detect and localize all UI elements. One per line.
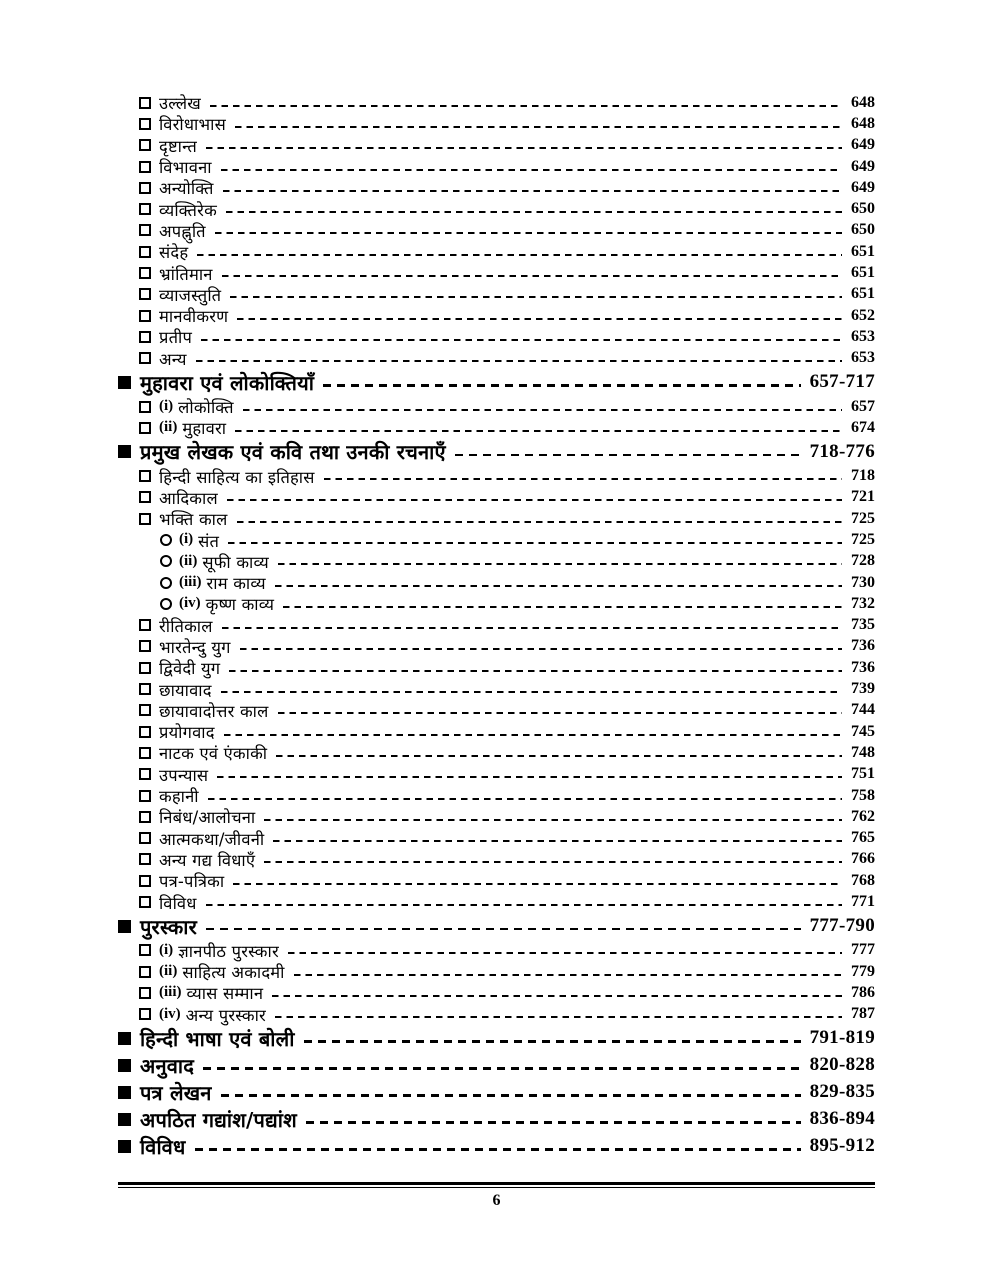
footer-page-number: 6 bbox=[492, 1192, 501, 1209]
toc-item-label: राम काव्य bbox=[206, 574, 266, 594]
open-square-icon bbox=[139, 288, 151, 300]
toc-item-label: अन्य bbox=[159, 349, 187, 369]
open-circle-icon bbox=[160, 598, 172, 610]
open-square-icon bbox=[139, 1008, 151, 1020]
toc-row bbox=[118, 982, 875, 1003]
dotted-leader bbox=[195, 1148, 801, 1151]
dotted-leader bbox=[229, 670, 842, 672]
item-numeral: (ii) bbox=[179, 552, 198, 569]
toc-item-label: उल्लेख bbox=[159, 94, 201, 114]
toc-row bbox=[118, 348, 875, 369]
filled-square-icon bbox=[118, 1086, 131, 1099]
page-number: 771 bbox=[851, 893, 875, 911]
toc-item-label: कहानी bbox=[159, 787, 199, 807]
page-number: 777 bbox=[851, 941, 875, 959]
dotted-leader bbox=[240, 648, 842, 650]
open-square-icon bbox=[139, 987, 151, 999]
open-square-icon bbox=[139, 161, 151, 173]
toc-row bbox=[118, 551, 875, 572]
page-number: 718 bbox=[851, 467, 875, 485]
page-number: 730 bbox=[851, 573, 875, 591]
dotted-leader bbox=[276, 755, 842, 757]
dotted-leader bbox=[222, 275, 842, 277]
toc-item-label: व्यास सम्मान bbox=[186, 984, 264, 1004]
dotted-leader bbox=[275, 585, 842, 587]
toc-item-label: अपठित गद्यांश/पद्यांश bbox=[140, 1107, 297, 1132]
toc-item-label: अन्य पुरस्कार bbox=[185, 1005, 266, 1025]
toc-row bbox=[118, 636, 875, 657]
open-square-icon bbox=[139, 422, 151, 434]
open-square-icon bbox=[139, 747, 151, 759]
open-circle-icon bbox=[160, 577, 172, 589]
page-number: 787 bbox=[851, 1005, 875, 1023]
page-number: 649 bbox=[851, 157, 875, 175]
page-number: 674 bbox=[851, 418, 875, 436]
dotted-leader bbox=[227, 499, 842, 501]
filled-square-icon bbox=[118, 376, 131, 389]
toc-row bbox=[118, 156, 875, 177]
open-square-icon bbox=[139, 853, 151, 865]
dotted-leader bbox=[203, 1067, 800, 1070]
dotted-leader bbox=[235, 430, 842, 432]
toc-row bbox=[118, 465, 875, 486]
toc-row bbox=[118, 438, 875, 465]
toc-row bbox=[118, 262, 875, 283]
toc-item-label: विविध bbox=[140, 1134, 186, 1159]
toc-row bbox=[118, 615, 875, 636]
page-number: 748 bbox=[851, 743, 875, 761]
toc-item-label: अन्योक्ति bbox=[159, 179, 214, 199]
open-square-icon bbox=[139, 139, 151, 151]
item-numeral: (iii) bbox=[179, 574, 202, 591]
toc-item-label: रीतिकाल bbox=[159, 616, 213, 636]
page-number: 652 bbox=[851, 306, 875, 324]
dotted-leader bbox=[264, 861, 842, 863]
page-number: 725 bbox=[851, 509, 875, 527]
page-number: 820-828 bbox=[809, 1054, 875, 1076]
toc-row bbox=[118, 657, 875, 678]
open-square-icon bbox=[139, 203, 151, 215]
toc-item-label: पत्र-पत्रिका bbox=[159, 872, 225, 892]
toc-row bbox=[118, 940, 875, 961]
toc-row bbox=[118, 785, 875, 806]
toc-item-label: विविध bbox=[159, 893, 197, 913]
page-number: 648 bbox=[851, 93, 875, 111]
item-numeral: (ii) bbox=[159, 419, 178, 436]
dotted-leader bbox=[235, 126, 842, 128]
dotted-leader bbox=[221, 1094, 801, 1097]
page-number: 791-819 bbox=[809, 1027, 875, 1049]
item-numeral: (iv) bbox=[159, 1005, 181, 1022]
toc-row bbox=[118, 891, 875, 912]
page-number: 745 bbox=[851, 722, 875, 740]
open-square-icon bbox=[139, 875, 151, 887]
toc-row bbox=[118, 764, 875, 785]
page-number: 766 bbox=[851, 850, 875, 868]
toc-item-label: पत्र लेखन bbox=[140, 1080, 212, 1105]
page-number: 651 bbox=[851, 242, 875, 260]
open-square-icon bbox=[139, 118, 151, 130]
toc-row bbox=[118, 241, 875, 262]
filled-square-icon bbox=[118, 1032, 131, 1045]
open-square-icon bbox=[139, 310, 151, 322]
filled-square-icon bbox=[118, 445, 131, 458]
toc-item-label: भारतेन्दु युग bbox=[159, 637, 231, 657]
open-square-icon bbox=[139, 662, 151, 674]
dotted-leader bbox=[288, 952, 842, 954]
toc-row bbox=[118, 1052, 875, 1079]
filled-square-icon bbox=[118, 1113, 131, 1126]
filled-square-icon bbox=[118, 920, 131, 933]
toc-row bbox=[118, 828, 875, 849]
item-numeral: (iv) bbox=[179, 595, 201, 612]
dotted-leader bbox=[275, 1016, 842, 1018]
toc-item-label: मानवीकरण bbox=[159, 307, 229, 327]
toc-row bbox=[118, 700, 875, 721]
toc-row bbox=[118, 849, 875, 870]
page-number: 895-912 bbox=[809, 1135, 875, 1157]
dotted-leader bbox=[228, 542, 842, 544]
dotted-leader bbox=[306, 1121, 801, 1124]
page-number: 836-894 bbox=[809, 1108, 875, 1130]
open-square-icon bbox=[139, 768, 151, 780]
toc-item-label: द्विवेदी युग bbox=[159, 659, 221, 679]
toc-item-label: व्यक्तिरेक bbox=[159, 200, 217, 220]
dotted-leader bbox=[208, 798, 842, 800]
toc-item-label: हिन्दी साहित्य का इतिहास bbox=[159, 467, 315, 487]
open-square-icon bbox=[139, 832, 151, 844]
toc-row bbox=[118, 369, 875, 396]
item-numeral: (iii) bbox=[159, 984, 182, 1001]
toc-row bbox=[118, 113, 875, 134]
toc-item-label: प्रयोगवाद bbox=[159, 723, 215, 743]
page-number: 736 bbox=[851, 637, 875, 655]
open-square-icon bbox=[139, 790, 151, 802]
open-square-icon bbox=[139, 401, 151, 413]
toc-item-label: संदेह bbox=[159, 243, 189, 263]
toc-row bbox=[118, 305, 875, 326]
toc-item-label: संत bbox=[198, 531, 220, 551]
toc-row bbox=[118, 721, 875, 742]
toc-row bbox=[118, 572, 875, 593]
open-square-icon bbox=[139, 352, 151, 364]
open-square-icon bbox=[139, 619, 151, 631]
dotted-leader bbox=[233, 883, 842, 885]
page-number: 751 bbox=[851, 765, 875, 783]
open-square-icon bbox=[139, 944, 151, 956]
dotted-leader bbox=[197, 254, 842, 256]
toc-row bbox=[118, 508, 875, 529]
dotted-leader bbox=[283, 606, 842, 608]
toc-row bbox=[118, 913, 875, 940]
footer-divider bbox=[118, 1182, 875, 1188]
toc-row bbox=[118, 961, 875, 982]
toc-item-label: प्रतीप bbox=[159, 328, 193, 348]
dotted-leader bbox=[210, 105, 842, 107]
toc-row bbox=[118, 487, 875, 508]
page-number: 657 bbox=[851, 397, 875, 415]
open-square-icon bbox=[139, 966, 151, 978]
page-number: 718-776 bbox=[809, 440, 875, 462]
page-number: 653 bbox=[851, 349, 875, 367]
page-number: 744 bbox=[851, 701, 875, 719]
toc-item-label: छायावादोत्तर काल bbox=[159, 701, 269, 721]
page-number: 728 bbox=[851, 552, 875, 570]
toc-item-label: निबंध/आलोचना bbox=[159, 808, 256, 828]
dotted-leader bbox=[217, 776, 842, 778]
dotted-leader bbox=[206, 928, 801, 931]
dotted-leader bbox=[278, 563, 842, 565]
toc-row bbox=[118, 284, 875, 305]
page-number: 650 bbox=[851, 221, 875, 239]
toc-item-label: आत्मकथा/जीवनी bbox=[159, 829, 265, 849]
toc-item-label: विरोधाभास bbox=[159, 115, 226, 135]
page-number: 649 bbox=[851, 136, 875, 154]
filled-square-icon bbox=[118, 1140, 131, 1153]
item-numeral: (i) bbox=[159, 941, 174, 958]
dotted-leader bbox=[278, 712, 843, 714]
item-numeral: (i) bbox=[159, 398, 174, 414]
toc-list bbox=[118, 92, 875, 1160]
open-square-icon bbox=[139, 726, 151, 738]
open-square-icon bbox=[139, 246, 151, 258]
dotted-leader bbox=[243, 409, 842, 411]
page-number: 651 bbox=[851, 285, 875, 303]
dotted-leader bbox=[215, 232, 842, 234]
toc-item-label: प्रमुख लेखक एवं कवि तथा उनकी रचनाएँ bbox=[140, 440, 446, 465]
toc-row bbox=[118, 396, 875, 417]
dotted-leader bbox=[226, 211, 842, 213]
open-square-icon bbox=[139, 640, 151, 652]
open-square-icon bbox=[139, 704, 151, 716]
toc-row bbox=[118, 1025, 875, 1052]
toc-row bbox=[118, 220, 875, 241]
toc-row bbox=[118, 1133, 875, 1160]
toc-row bbox=[118, 177, 875, 198]
toc-row bbox=[118, 593, 875, 614]
toc-row bbox=[118, 198, 875, 219]
open-square-icon bbox=[139, 491, 151, 503]
dotted-leader bbox=[323, 384, 800, 387]
toc-item-label: भक्ति काल bbox=[159, 510, 228, 530]
page-number: 649 bbox=[851, 178, 875, 196]
dotted-leader bbox=[455, 454, 801, 457]
open-square-icon bbox=[139, 182, 151, 194]
page-number: 648 bbox=[851, 114, 875, 132]
toc-row bbox=[118, 326, 875, 347]
page-number: 721 bbox=[851, 488, 875, 506]
page-number: 768 bbox=[851, 871, 875, 889]
toc-item-label: मुहावरा एवं लोकोक्तियाँ bbox=[140, 370, 315, 395]
toc-item-label: ज्ञानपीठ पुरस्कार bbox=[178, 941, 279, 961]
open-square-icon bbox=[139, 896, 151, 908]
page-number: 725 bbox=[851, 530, 875, 548]
page-number: 786 bbox=[851, 983, 875, 1001]
dotted-leader bbox=[223, 190, 842, 192]
dotted-leader bbox=[230, 296, 842, 298]
page-number: 735 bbox=[851, 616, 875, 634]
toc-row bbox=[118, 1106, 875, 1133]
dotted-leader bbox=[221, 169, 842, 171]
page-number: 777-790 bbox=[809, 915, 875, 937]
open-square-icon bbox=[139, 331, 151, 343]
toc-item-label: व्याजस्तुति bbox=[159, 285, 222, 305]
dotted-leader bbox=[222, 627, 842, 629]
toc-item-label: आदिकाल bbox=[159, 488, 218, 508]
page-number: 762 bbox=[851, 807, 875, 825]
dotted-leader bbox=[273, 840, 842, 842]
toc-item-label: नाटक एवं एंकाकी bbox=[159, 744, 268, 764]
page-number: 829-835 bbox=[809, 1081, 875, 1103]
dotted-leader bbox=[237, 318, 842, 320]
dotted-leader bbox=[237, 521, 843, 523]
dotted-leader bbox=[294, 974, 842, 976]
dotted-leader bbox=[324, 478, 842, 480]
open-circle-icon bbox=[160, 555, 172, 567]
page-number: 650 bbox=[851, 200, 875, 218]
page-number: 779 bbox=[851, 962, 875, 980]
toc-item-label: अपह्नुति bbox=[159, 221, 206, 241]
toc-item-label: अनुवाद bbox=[140, 1053, 195, 1078]
dotted-leader bbox=[272, 995, 842, 997]
toc-row bbox=[118, 1079, 875, 1106]
toc-row bbox=[118, 806, 875, 827]
page-number: 736 bbox=[851, 658, 875, 676]
toc-row bbox=[118, 678, 875, 699]
dotted-leader bbox=[201, 339, 842, 341]
toc-item-label: लोकोक्ति bbox=[178, 398, 234, 418]
toc-row bbox=[118, 742, 875, 763]
dotted-leader bbox=[206, 147, 842, 149]
open-square-icon bbox=[139, 811, 151, 823]
toc-item-label: उपन्यास bbox=[159, 765, 209, 785]
page-number: 732 bbox=[851, 594, 875, 612]
open-circle-icon bbox=[160, 534, 172, 546]
page-number: 739 bbox=[851, 680, 875, 698]
open-square-icon bbox=[139, 513, 151, 525]
toc-row bbox=[118, 92, 875, 113]
toc-item-label: मुहावरा bbox=[182, 419, 227, 439]
toc-row bbox=[118, 417, 875, 438]
toc-item-label: पुरस्कार bbox=[140, 914, 198, 939]
open-square-icon bbox=[139, 683, 151, 695]
open-square-icon bbox=[139, 97, 151, 109]
dotted-leader bbox=[224, 734, 842, 736]
open-square-icon bbox=[139, 224, 151, 236]
open-square-icon bbox=[139, 470, 151, 482]
toc-row bbox=[118, 135, 875, 156]
item-numeral: (ii) bbox=[159, 963, 178, 980]
toc-row bbox=[118, 870, 875, 891]
toc-row bbox=[118, 1004, 875, 1025]
dotted-leader bbox=[264, 819, 842, 821]
page-number: 657-717 bbox=[809, 371, 875, 393]
toc-item-label: दृष्टान्त bbox=[159, 136, 197, 156]
dotted-leader bbox=[221, 691, 842, 693]
toc-item-label: छायावाद bbox=[159, 680, 212, 700]
dotted-leader bbox=[206, 904, 842, 906]
toc-item-label: विभावना bbox=[159, 158, 212, 178]
page-number: 653 bbox=[851, 327, 875, 345]
toc-item-label: सूफी काव्य bbox=[202, 552, 269, 572]
toc-item-label: भ्रांतिमान bbox=[159, 264, 213, 284]
toc-item-label: हिन्दी भाषा एवं बोली bbox=[140, 1026, 295, 1051]
item-numeral: (i) bbox=[179, 531, 194, 548]
toc-row bbox=[118, 529, 875, 550]
toc-item-label: अन्य गद्य विधाएँ bbox=[159, 850, 256, 870]
filled-square-icon bbox=[118, 1059, 131, 1072]
dotted-leader bbox=[304, 1040, 801, 1043]
page-number: 758 bbox=[851, 786, 875, 804]
toc-item-label: कृष्ण काव्य bbox=[205, 595, 275, 615]
page-number: 765 bbox=[851, 829, 875, 847]
open-square-icon bbox=[139, 267, 151, 279]
dotted-leader bbox=[196, 360, 842, 362]
page-number: 651 bbox=[851, 264, 875, 282]
toc-item-label: साहित्य अकादमी bbox=[182, 963, 285, 983]
